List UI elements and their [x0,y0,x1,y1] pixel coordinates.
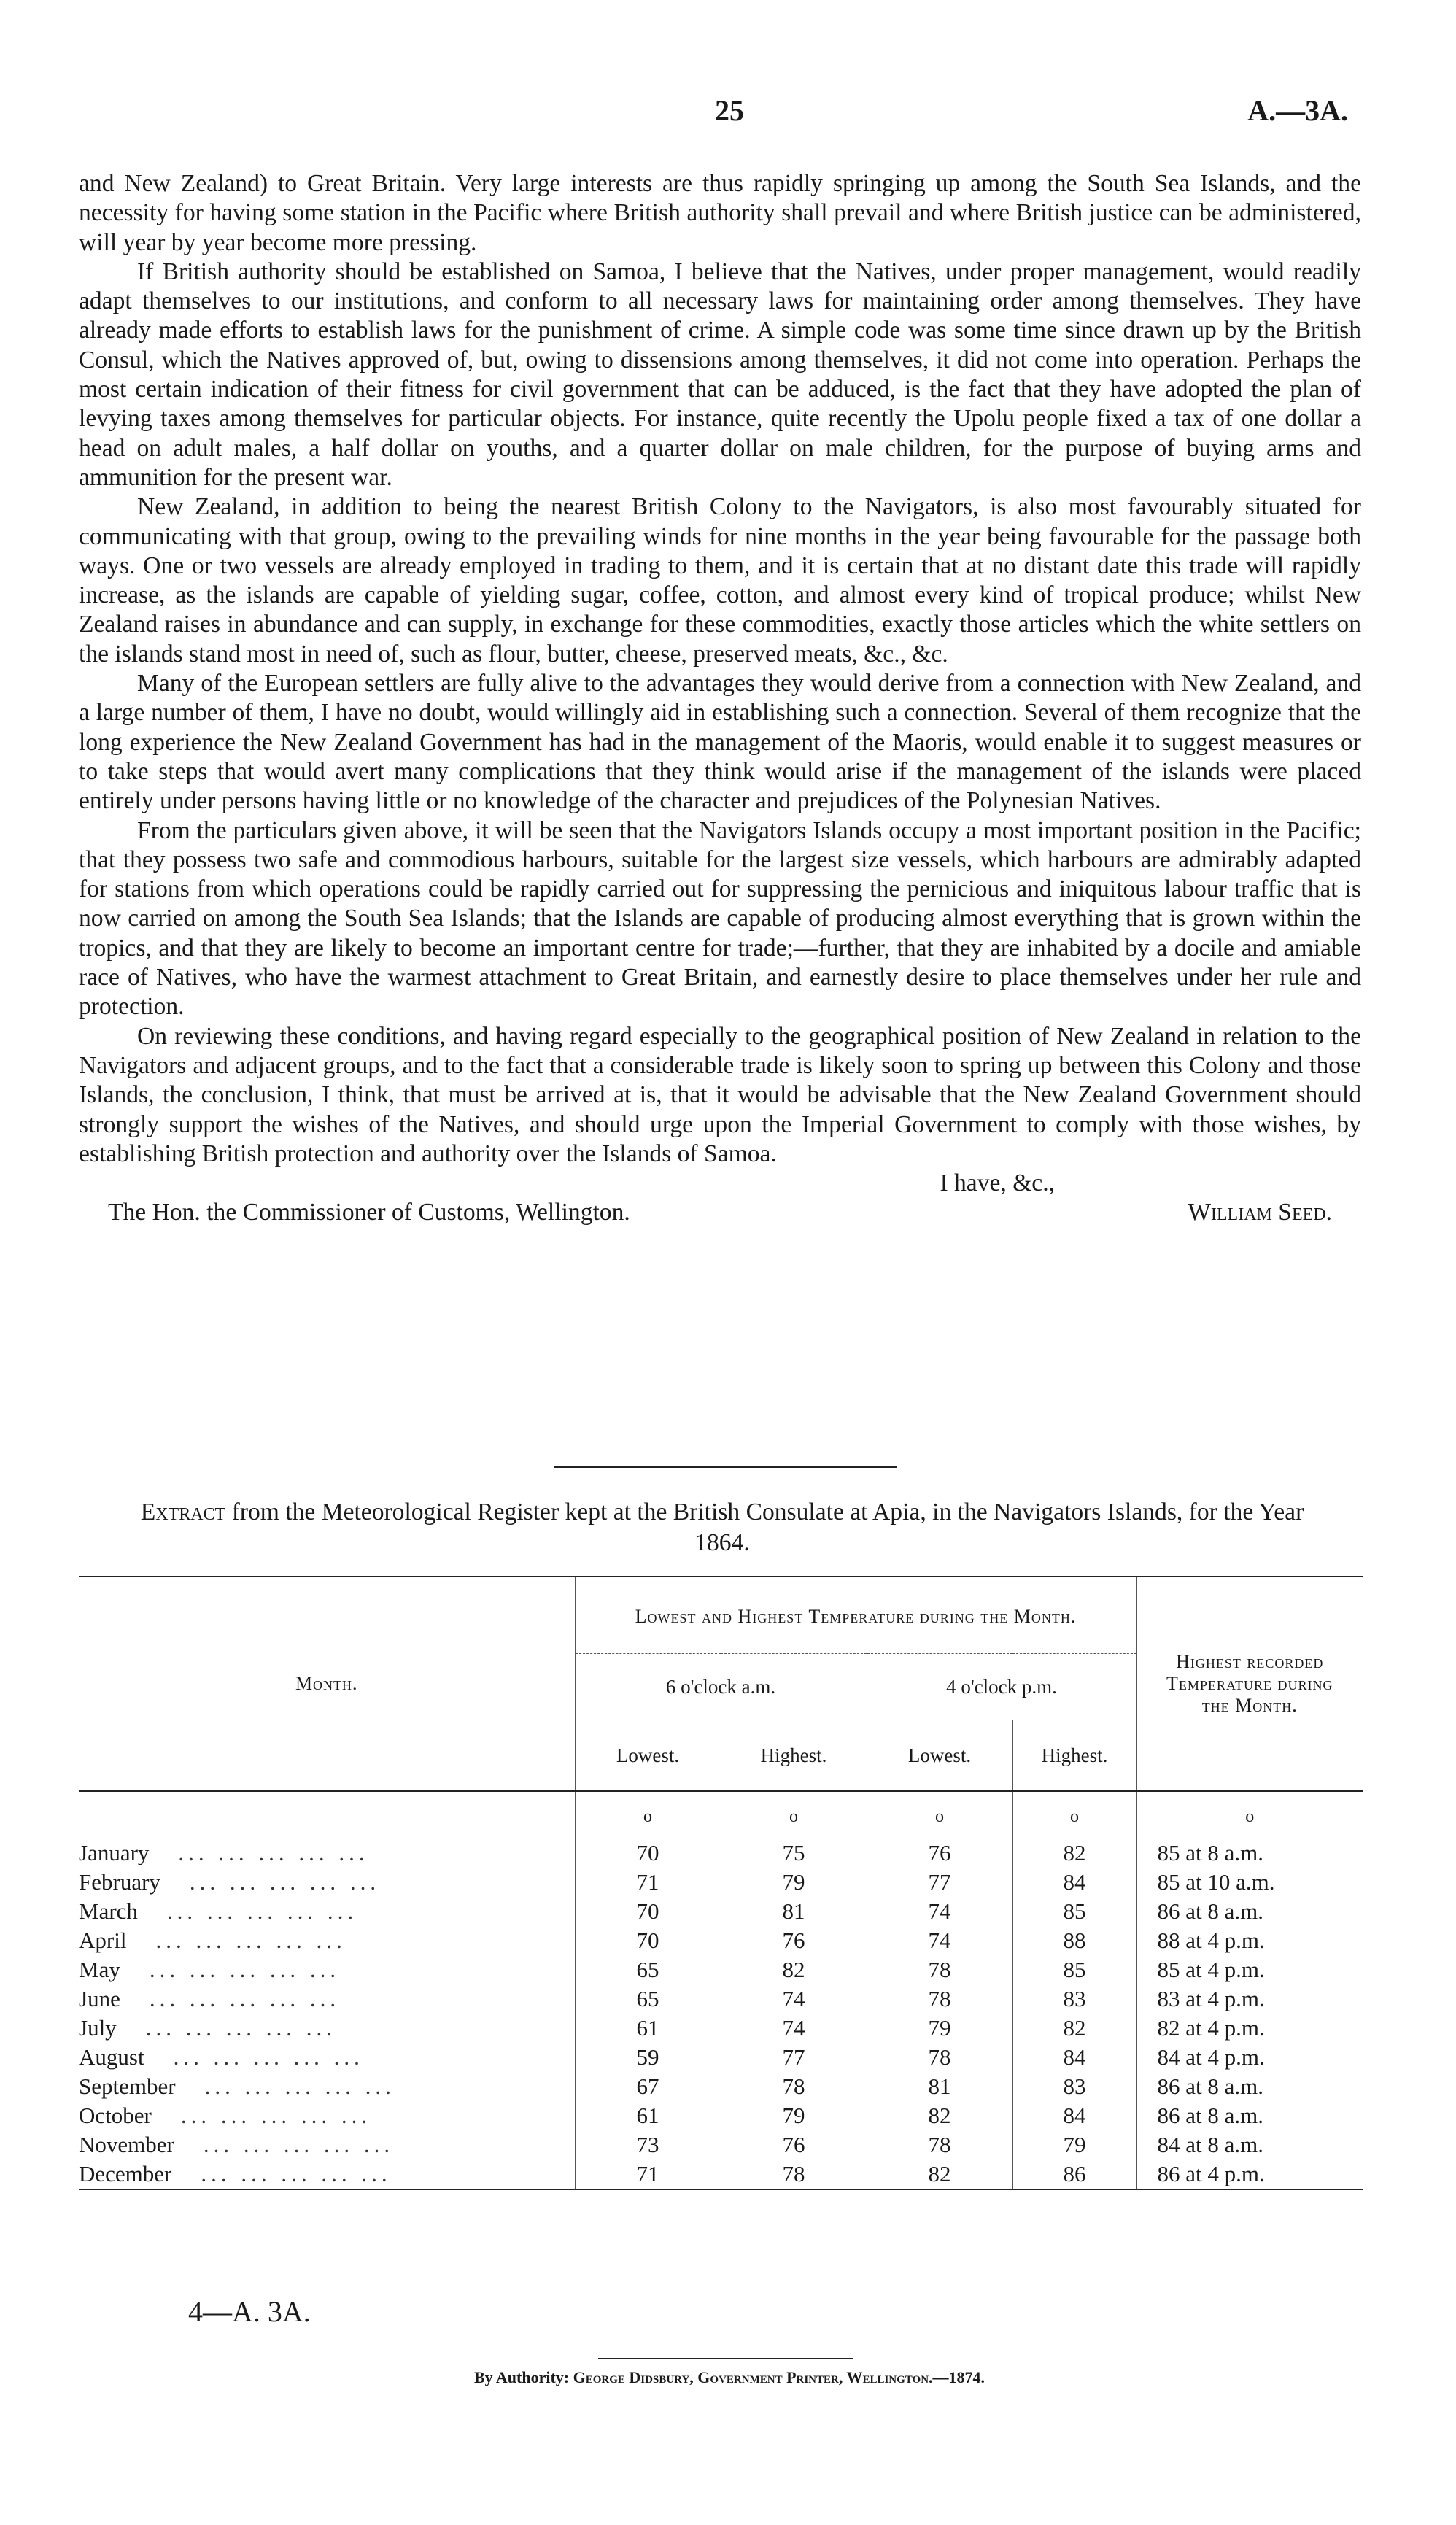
paragraph-3: New Zealand, in addition to being the nearest British Colony to the Navigators, is also most favourably situated for communicating with that group, owing to the prevailing winds for nine months in the year being favourable for the passage both ways. One or two vessels are already employed in trading to them, and it is certain that at no distant date this trade will rapidly increase, as the islands are capable of yielding sugar, coffee, cotton, and almost every kind of tropical produce; whilst New Zealand raises in abundance and can supply, in exchange for these commodities, exactly those articles which the white settlers on the islands stand most in need of, such as flour, butter, cheese, preserved meats, &c., &c. [79,493,1361,668]
month-column-header: Month. [295,1673,358,1694]
month-cell [79,1868,575,1897]
am-low-cell: 65 [575,1984,721,2014]
extract-title [131,1497,1313,1558]
am-low-cell: 67 [575,2072,721,2101]
pm-high-cell: 86 [1012,2159,1136,2189]
closing: I have, &c., [940,1169,1055,1197]
pm-low-cell: 81 [867,2072,1012,2101]
month-name: February [79,1869,160,1895]
dot-leader: ... ... ... ... ... [145,2015,336,2041]
month-cell [79,2130,575,2159]
degree-symbol: o [1245,1806,1255,1826]
pm-high-cell: 84 [1012,2101,1136,2130]
am-low-cell: 70 [575,1838,721,1868]
record-cell: 85 at 10 a.m. [1136,1868,1363,1897]
dot-leader: ... ... ... ... ... [155,1927,346,1953]
am-low-cell: 73 [575,2130,721,2159]
pm-subheader: 4 o'clock p.m. [867,1654,1136,1720]
am-lowest-header: Lowest. [575,1720,721,1792]
month-name: December [79,2161,172,2186]
pm-low-cell: 77 [867,1868,1012,1897]
am-high-cell: 77 [721,2043,867,2072]
am-high-cell: 76 [721,2130,867,2159]
temperature-group-header: Lowest and Highest Temperature during the Month. [575,1577,1136,1654]
letter-body [79,169,1361,1228]
paragraph-5: From the particulars given above, it will be seen that the Navigators Islands occupy a most important position in the Pacific; that they possess two safe and commodious harbours, suitable for the largest size vessels, which harbours are admirably adapted for stations from which operations could be rapidly carried out for suppressing the pernicious and iniquitous labour traffic that is now carried on among the South Sea Islands; that the Islands are capable of producing almost everything that is grown within the tropics, and that they are likely to become an important centre for trade;—further, that they are inhabited by a docile and amiable race of Natives, who have the warmest attachment to Great Britain, and earnestly desire to place themselves under her rule and protection. [79,816,1361,1021]
page-number: 25 [715,94,744,127]
signature: William Seed. [1188,1199,1332,1226]
highest-recorded-header: Highest recorded Temperature during the Month. [1136,1577,1363,1791]
am-high-cell: 78 [721,2159,867,2189]
am-low-cell: 71 [575,2159,721,2189]
month-cell [79,1897,575,1926]
table-row [79,1955,1363,1984]
table-row [79,2130,1363,2159]
degree-symbol: o [789,1806,798,1826]
month-name: November [79,2132,174,2157]
month-name: October [79,2103,152,2128]
dot-leader: ... ... ... ... ... [149,1986,341,2011]
pm-low-cell: 82 [867,2101,1012,2130]
printer-imprint [219,2368,1240,2387]
dot-leader: ... ... ... ... ... [203,2132,395,2157]
month-cell [79,1838,575,1868]
record-cell: 88 at 4 p.m. [1136,1926,1363,1955]
dot-leader: ... ... ... ... ... [189,1869,381,1895]
table-row [79,2072,1363,2101]
pm-high-cell: 85 [1012,1897,1136,1926]
am-low-cell: 61 [575,2014,721,2043]
month-cell [79,2101,575,2130]
meteorological-table [79,1576,1363,2197]
pm-high-cell: 85 [1012,1955,1136,1984]
paragraph-6: On reviewing these conditions, and having regard especially to the geographical position of New Zealand in relation to the Navigators and adjacent groups, and to the fact that a considerable trade is likely soon to spring up between this Colony and those Islands, the conclusion, I think, that must be arrived at is, that it would be advisable that the New Zealand Government should strongly support the wishes of the Natives, and should urge upon the Imperial Government to comply with those wishes, by establishing British protection and authority over the Islands of Samoa. [79,1022,1361,1167]
pm-low-cell: 78 [867,1955,1012,1984]
record-cell: 83 at 4 p.m. [1136,1984,1363,2014]
month-name: January [79,1840,150,1865]
month-name: June [79,1986,120,2011]
table-body [79,1791,1363,2189]
month-name: September [79,2073,176,2099]
degree-symbol: o [935,1806,944,1826]
pm-low-cell: 79 [867,2014,1012,2043]
pm-high-cell: 84 [1012,1868,1136,1897]
table-row [79,1926,1363,1955]
month-name: August [79,2044,144,2070]
am-high-cell: 82 [721,1955,867,1984]
pm-high-cell: 82 [1012,2014,1136,2043]
am-high-cell: 74 [721,2014,867,2043]
month-cell [79,2159,575,2189]
paragraph-4: Many of the European settlers are fully alive to the advantages they would derive from a connection with New Zealand, and a large number of them, I have no doubt, would willingly aid in establishing such a connection. Several of them recognize that the long experience the New Zealand Government has had in the management of the Maoris, would enable it to suggest measures or to take steps that would avert many complications that they think would arise if the management of the islands were placed entirely under persons having little or no knowledge of the character and prejudices of the Polynesian Natives. [79,670,1361,815]
am-low-cell: 71 [575,1868,721,1897]
month-name: April [79,1927,127,1953]
pm-low-cell: 78 [867,1984,1012,2014]
table-row [79,1838,1363,1868]
table-row [79,1984,1363,2014]
dot-leader: ... ... ... ... ... [201,2161,392,2186]
month-cell [79,1984,575,2014]
am-low-cell: 70 [575,1897,721,1926]
pm-high-cell: 84 [1012,2043,1136,2072]
am-high-cell: 75 [721,1838,867,1868]
dot-leader: ... ... ... ... ... [173,2044,364,2070]
extract-lead-word: Extract [140,1499,226,1526]
pm-highest-header: Highest. [1012,1720,1136,1792]
am-high-cell: 79 [721,2101,867,2130]
record-cell: 82 at 4 p.m. [1136,2014,1363,2043]
month-cell [79,2072,575,2101]
month-cell [79,1955,575,1984]
pm-high-cell: 83 [1012,2072,1136,2101]
section-divider [554,1466,897,1468]
document-reference: A.—3A. [1247,94,1348,127]
table-row [79,2159,1363,2189]
record-cell: 86 at 8 a.m. [1136,1897,1363,1926]
paragraph-2: If British authority should be established on Samoa, I believe that the Natives, under proper management, would readily adapt themselves to our institutions, and conform to all necessary laws for maintaining order among themselves. They have already made efforts to establish laws for the punishment of crime. A simple code was some time since drawn up by the British Consul, which the Natives approved of, but, owing to dissensions among themselves, it did not come into operation. Perhaps the most certain indication of their fitness for civil government that can be adduced, is the fact that they have adopted the plan of levying taxes among themselves for particular objects. For instance, quite recently the Upolu people fixed a tax of one dollar a head on adult males, a half dollar on youths, and a quarter dollar on male children, for the purpose of buying arms and ammunition for the present war. [79,258,1361,491]
month-cell [79,2043,575,2072]
am-subheader: 6 o'clock a.m. [575,1654,867,1720]
table-row [79,2043,1363,2072]
extract-title-text: from the Meteorological Register kept at the British Consulate at Apia, in the Navigators Islands, for the Year 1864. [231,1499,1304,1556]
pm-lowest-header: Lowest. [867,1720,1012,1792]
record-cell: 85 at 4 p.m. [1136,1955,1363,1984]
dot-leader: ... ... ... ... ... [204,2073,395,2099]
table-row [79,2101,1363,2130]
am-low-cell: 70 [575,1926,721,1955]
dot-leader: ... ... ... ... ... [166,1898,358,1924]
record-cell: 86 at 8 a.m. [1136,2072,1363,2101]
am-highest-header: Highest. [721,1720,867,1792]
month-cell [79,1926,575,1955]
record-cell: 86 at 4 p.m. [1136,2159,1363,2189]
record-cell: 84 at 4 p.m. [1136,2043,1363,2072]
month-name: May [79,1957,120,1982]
am-high-cell: 74 [721,1984,867,2014]
pm-high-cell: 79 [1012,2130,1136,2159]
sheet-reference: 4—A. 3A. [188,2295,311,2328]
pm-low-cell: 74 [867,1926,1012,1955]
signature-line [79,1198,1361,1227]
pm-high-cell: 83 [1012,1984,1136,2014]
am-low-cell: 61 [575,2101,721,2130]
pm-high-cell: 88 [1012,1926,1136,1955]
dot-leader: ... ... ... ... ... [180,2103,372,2128]
am-high-cell: 78 [721,2072,867,2101]
am-low-cell: 65 [575,1955,721,1984]
month-cell [79,2014,575,2043]
record-cell: 84 at 8 a.m. [1136,2130,1363,2159]
dot-leader: ... ... ... ... ... [149,1957,341,1982]
month-name: March [79,1898,138,1924]
addressee: The Hon. the Commissioner of Customs, Wellington. [108,1199,630,1226]
pm-low-cell: 78 [867,2130,1012,2159]
am-high-cell: 81 [721,1897,867,1926]
table-row [79,1897,1363,1926]
record-cell: 86 at 8 a.m. [1136,2101,1363,2130]
pm-high-cell: 82 [1012,1838,1136,1868]
am-low-cell: 59 [575,2043,721,2072]
pm-low-cell: 78 [867,2043,1012,2072]
paragraph-1: and New Zealand) to Great Britain. Very large interests are thus rapidly springing up among the South Sea Islands, and the necessity for having some station in the Pacific where British authority shall prevail and where British justice can be administered, will year by year become more pressing. [79,170,1361,256]
footer-divider [598,2358,853,2359]
printer-label: By Authority: [473,2368,570,2386]
dot-leader: ... ... ... ... ... [178,1840,369,1865]
table-row [79,2014,1363,2043]
table-row [79,1868,1363,1897]
degree-symbol: o [643,1806,652,1826]
month-name: July [79,2015,117,2041]
pm-low-cell: 82 [867,2159,1012,2189]
printer-name: George Didsbury, Government Printer, Wellington.—1874. [573,2368,985,2386]
record-cell: 85 at 8 a.m. [1136,1838,1363,1868]
am-high-cell: 79 [721,1868,867,1897]
degree-symbol: o [1070,1806,1079,1826]
pm-low-cell: 74 [867,1897,1012,1926]
am-high-cell: 76 [721,1926,867,1955]
pm-low-cell: 76 [867,1838,1012,1868]
